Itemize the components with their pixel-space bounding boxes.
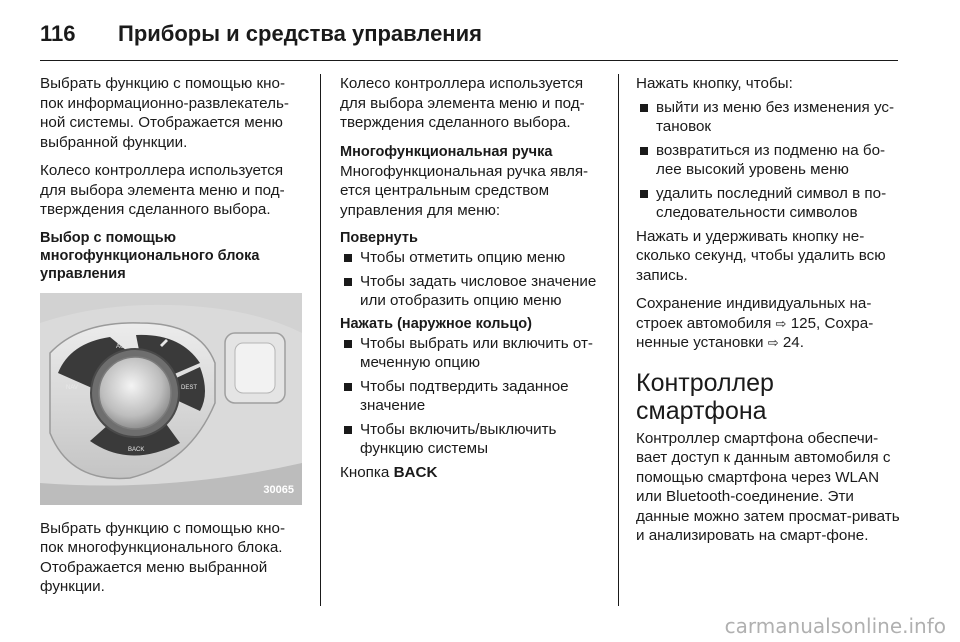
controller-illustration	[40, 293, 302, 505]
audio-button-label: AUDIO	[116, 343, 136, 350]
list-item: выйти из меню без изменения ус-тановок	[636, 98, 902, 137]
bullet-icon	[344, 278, 352, 286]
paragraph: Многофункциональная ручка явля-ется центральным средством управления для меню:	[340, 162, 589, 219]
nav-button-label: NAV	[66, 384, 78, 391]
column-3	[636, 74, 902, 555]
back-button-label: BACK	[128, 446, 145, 453]
bullet-icon	[344, 426, 352, 434]
reference-paragraph: Сохранение индивидуальных на-строек автомобиля ⇨ 125, Сохра-ненные установки ⇨ 24.	[636, 295, 874, 351]
paragraph: Выбрать функцию с помощью кно-пок информационно-развлекатель-ной системы. Отображается меню выбранной функции.	[40, 75, 289, 151]
list-item: удалить последний символ в по-следовательности символов	[636, 184, 902, 223]
paragraph: Контроллер смартфона обеспечи-вает доступ к данным автомобиля с помощью смартфона через WLAN или Bluetooth-соединение. Эти данные можно затем просмат-ривать и анализировать на смарт-фоне.	[636, 429, 900, 544]
bullet-list	[340, 334, 608, 459]
bullet-icon	[640, 190, 648, 198]
page-ref-arrow-icon: ⇨	[775, 315, 787, 331]
bullet-list	[636, 98, 902, 223]
watermark: carmanualsonline.info	[724, 614, 946, 638]
page-title: Приборы и средства управления	[118, 21, 482, 46]
column-divider-2	[618, 74, 619, 606]
column-2	[340, 74, 608, 491]
figure-number: 30065	[263, 484, 294, 496]
list-item: возвратиться из подменю на бо-лее высокий уровень меню	[636, 141, 902, 180]
page-ref-link[interactable]: 125	[790, 314, 817, 332]
list-item: Чтобы подтвердить заданное значение	[340, 377, 608, 416]
section-title: Контроллер смартфона	[636, 368, 774, 425]
paragraph: Колесо контроллера используется для выбора элемента меню и под-тверждения сделанного выбора.	[340, 75, 585, 131]
section-heading: Нажать (наружное кольцо)	[340, 315, 532, 332]
page-number: 116	[40, 21, 76, 46]
bullet-icon	[344, 254, 352, 262]
bullet-icon	[640, 104, 648, 112]
list-item: Чтобы включить/выключить функцию системы	[340, 420, 608, 459]
header-rule	[40, 60, 898, 61]
controller-figure	[40, 293, 302, 505]
page-ref-link[interactable]: 24	[782, 334, 800, 351]
list-item: Чтобы задать числовое значение или отобразить опцию меню	[340, 272, 608, 311]
section-heading: Повернуть	[340, 230, 418, 246]
back-label: BACK	[393, 463, 438, 481]
dest-button-label: DEST	[181, 384, 198, 391]
page-header	[40, 14, 482, 54]
bullet-icon	[640, 147, 648, 155]
paragraph: Нажать кнопку, чтобы:	[636, 75, 793, 92]
page-ref-arrow-icon: ⇨	[767, 335, 779, 350]
paragraph: Колесо контроллера используется для выбора элемента меню и под-тверждения сделанного выбора.	[40, 162, 285, 218]
column-1	[40, 74, 308, 606]
list-item: Чтобы выбрать или включить от-меченную опцию	[340, 334, 608, 373]
section-heading: Многофункциональная ручка	[340, 143, 553, 160]
bullet-list	[340, 248, 608, 311]
section-heading: Выбор с помощью многофункционального блока управления	[40, 229, 260, 282]
bullet-icon	[344, 340, 352, 348]
back-button-text: Кнопка BACK	[340, 463, 438, 481]
paragraph: Выбрать функцию с помощью кно-пок многофункционального блока. Отображается меню выбранной функции.	[40, 519, 286, 595]
bullet-icon	[344, 383, 352, 391]
list-item: Чтобы отметить опцию меню	[340, 248, 608, 268]
paragraph: Нажать и удерживать кнопку не-сколько секунд, чтобы удалить всю запись.	[636, 227, 886, 284]
column-divider-1	[320, 74, 321, 606]
